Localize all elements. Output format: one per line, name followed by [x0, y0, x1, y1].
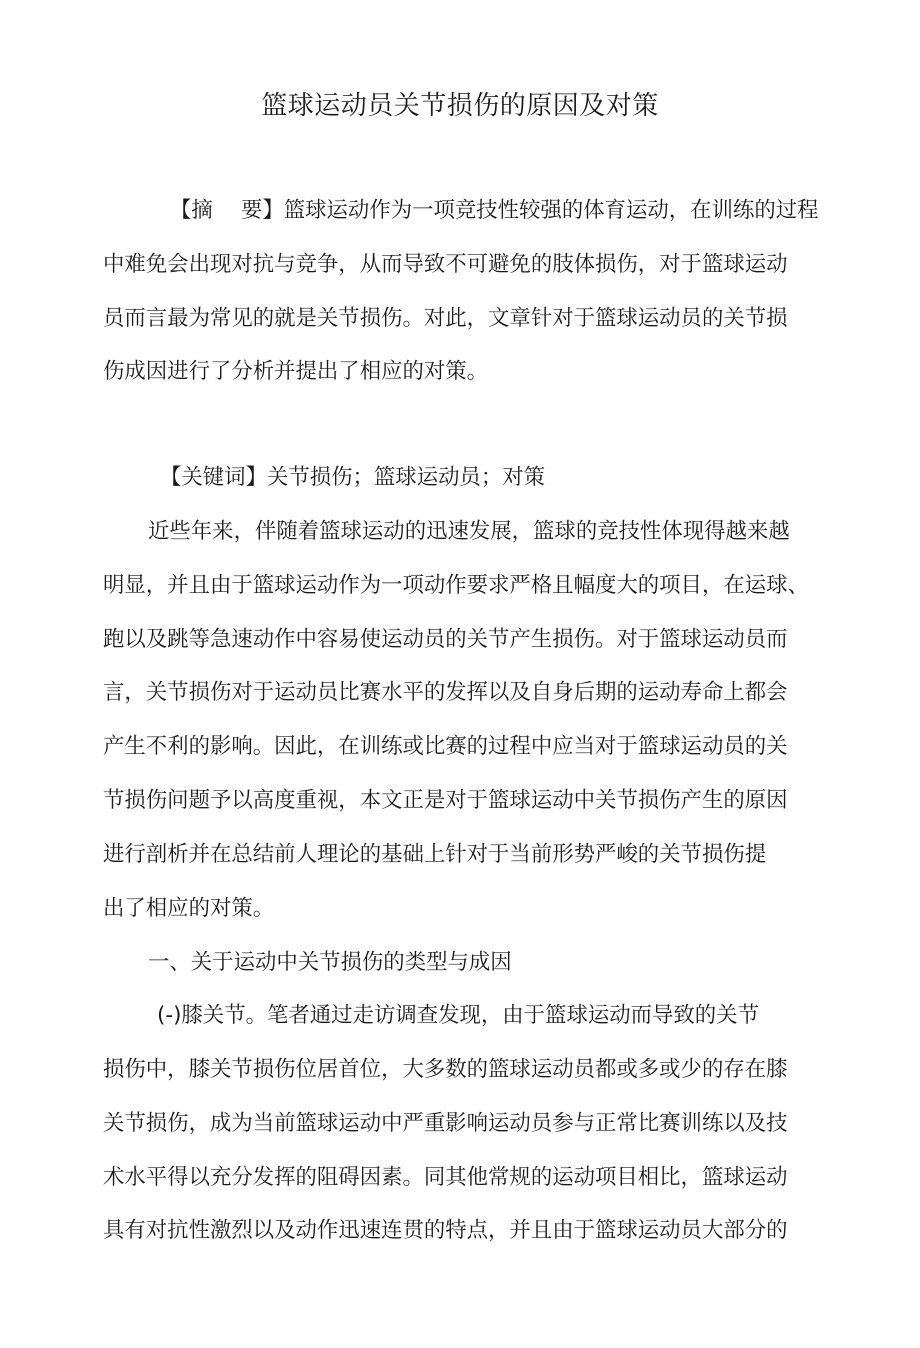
text-line: 产生不利的影响。因此，在训练或比赛的过程中应当对于篮球运动员的关	[103, 734, 788, 759]
text-line: 出了相应的对策。	[103, 896, 275, 921]
text-line: 伤成因进行了分析并提出了相应的对策。	[103, 359, 489, 384]
text-line: 近些年来，伴随着篮球运动的迅速发展，篮球的竞技性体现得越来越	[148, 519, 790, 544]
document-title: 篮球运动员关节损伤的原因及对策	[261, 91, 659, 121]
text-line: (-)膝关节。笔者通过走访调查发现，由于篮球运动而导致的关节	[157, 1003, 759, 1028]
text-line: 明显，并且由于篮球运动作为一项动作要求严格且幅度大的项目，在运球、	[103, 573, 809, 598]
text-line: 损伤中，膝关节损伤位居首位，大多数的篮球运动员都或多或少的存在膝	[103, 1057, 788, 1082]
text-line: 进行剖析并在总结前人理论的基础上针对于当前形势严峻的关节损伤提	[103, 842, 767, 867]
text-line: 员而言最为常见的就是关节损伤。对此，文章针对于篮球运动员的关节损	[103, 306, 788, 331]
text-line: 关节损伤，成为当前篮球运动中严重影响运动员参与正常比赛训练以及技	[103, 1111, 788, 1136]
text-line: 中难免会出现对抗与竞争，从而导致不可避免的肢体损伤，对于篮球运动	[103, 252, 788, 277]
text-line: 言，关节损伤对于运动员比赛水平的发挥以及自身后期的运动寿命上都会	[103, 680, 788, 705]
text-line: 【摘 要】篮球运动作为一项竞技性较强的体育运动，在训练的过程	[170, 198, 819, 223]
section-heading: 一、关于运动中关节损伤的类型与成因	[148, 950, 512, 975]
text-line: 术水平得以充分发挥的阻碍因素。同其他常规的运动项目相比，篮球运动	[103, 1165, 788, 1190]
text-line: 【关键词】关节损伤；篮球运动员；对策	[160, 465, 546, 490]
text-line: 具有对抗性激烈以及动作迅速连贯的特点，并且由于篮球运动员大部分的	[103, 1218, 788, 1243]
text-line: 跑以及跳等急速动作中容易使运动员的关节产生损伤。对于篮球运动员而	[103, 627, 788, 652]
text-line: 节损伤问题予以高度重视，本文正是对于篮球运动中关节损伤产生的原因	[103, 788, 788, 813]
